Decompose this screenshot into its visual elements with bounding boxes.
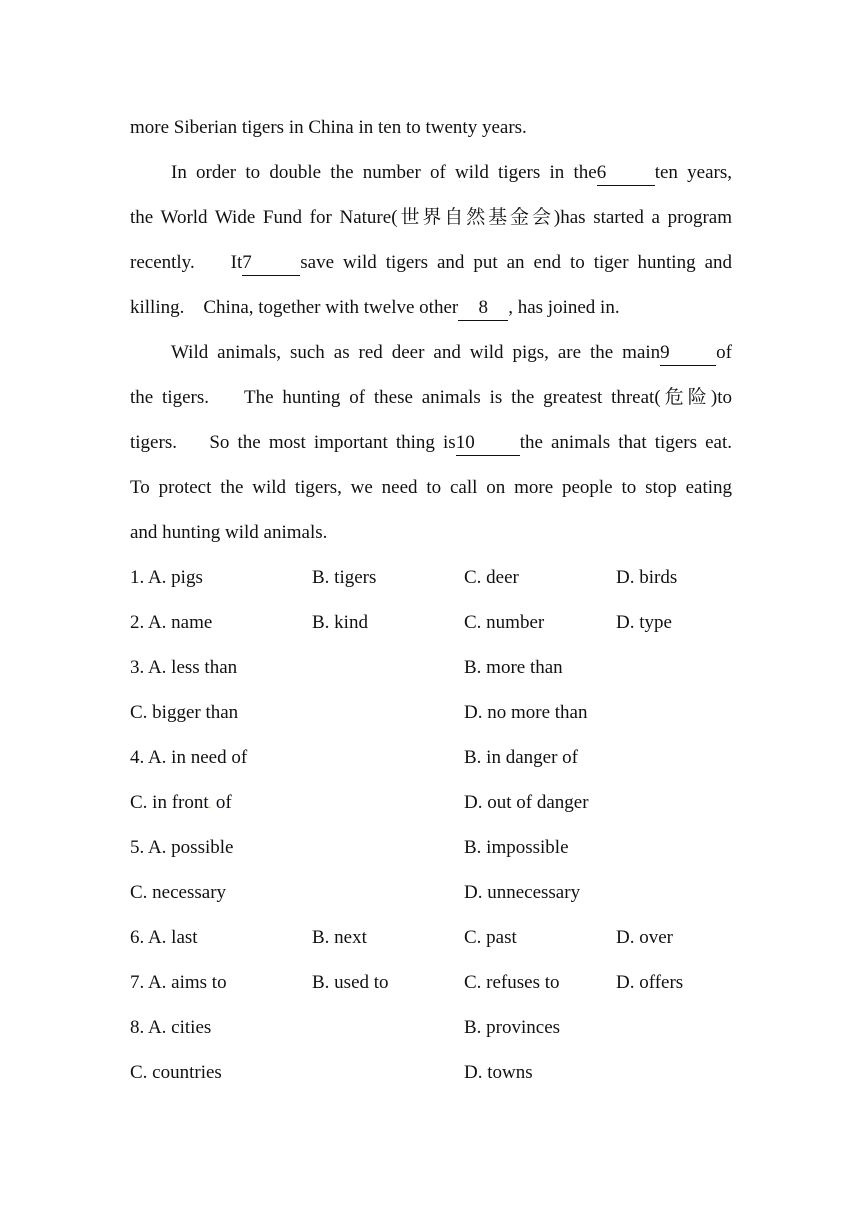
text: of <box>716 342 732 363</box>
option-6d: D. over <box>616 927 673 948</box>
option-8b: B. provinces <box>464 1017 561 1038</box>
blank-8: 8 <box>458 296 508 321</box>
option-4a: 4. A. in need of <box>130 747 248 768</box>
option-6a: 6. A. last <box>130 927 198 948</box>
passage-line-2 <box>171 159 732 187</box>
option-1c: C. deer <box>464 567 519 588</box>
text: killing. China, together with twelve other <box>130 297 459 318</box>
option-1d: D. birds <box>616 567 678 588</box>
option-2a: 2. A. name <box>130 612 213 633</box>
blank-10: 10 <box>456 431 520 456</box>
option-4d: D. out of danger <box>464 792 589 813</box>
blank-7: 7 <box>242 251 300 276</box>
text: ten years, <box>654 162 732 183</box>
passage-line-10: and hunting wild animals. <box>130 522 328 543</box>
option-3c: C. bigger than <box>130 702 239 723</box>
edit-mark: . <box>208 800 212 811</box>
option-2d: D. type <box>616 612 672 633</box>
option-7b: B. used to <box>312 972 389 993</box>
passage-line-9: To protect the wild tigers, we need to call on more people to stop eating <box>130 477 732 498</box>
option-3b: B. more than <box>464 657 563 678</box>
option-8a: 8. A. cities <box>130 1017 212 1038</box>
option-8c: C. countries <box>130 1062 222 1083</box>
option-7c: C. refuses to <box>464 972 560 993</box>
text: tigers. So the most important thing is <box>130 432 456 453</box>
option-3a: 3. A. less than <box>130 657 238 678</box>
passage-line-8 <box>130 429 732 457</box>
text: recently. It <box>130 252 243 273</box>
option-2c: C. number <box>464 612 545 633</box>
text: Wild animals, such as red deer and wild pigs, are the main <box>171 342 661 363</box>
text: In order to double the number of wild tigers in the <box>171 162 597 183</box>
passage-line-1: more Siberian tigers in China in ten to twenty years. <box>130 117 527 138</box>
option-6c: C. past <box>464 927 517 948</box>
option-2b: B. kind <box>312 612 368 633</box>
blank-9: 9 <box>660 341 716 366</box>
option-8d: D. towns <box>464 1062 533 1083</box>
option-4c-text-end: of <box>215 792 232 813</box>
option-5d: D. unnecessary <box>464 882 581 903</box>
passage-line-5 <box>130 294 732 322</box>
option-4b: B. in danger of <box>464 747 578 768</box>
passage-line-3: the World Wide Fund for Nature(世界自然基金会)has started a program <box>130 207 732 228</box>
option-4c-text: C. in front <box>130 792 209 813</box>
option-3d: D. no more than <box>464 702 588 723</box>
passage-line-7: the tigers. The hunting of these animals is the greatest threat(危险)to <box>130 387 732 408</box>
option-5a: 5. A. possible <box>130 837 234 858</box>
option-4c <box>130 789 232 817</box>
option-5b: B. impossible <box>464 837 569 858</box>
passage-line-4 <box>130 249 732 277</box>
blank-6: 6 <box>597 161 655 186</box>
passage-line-6 <box>171 339 732 367</box>
option-1b: B. tigers <box>312 567 377 588</box>
option-7d: D. offers <box>616 972 684 993</box>
text: the animals that tigers eat. <box>519 432 732 453</box>
text: , has joined in. <box>508 297 620 318</box>
text: save wild tigers and put an end to tiger hunting and <box>300 252 732 273</box>
option-6b: B. next <box>312 927 367 948</box>
option-1a: 1. A. pigs <box>130 567 203 588</box>
option-7a: 7. A. aims to <box>130 972 227 993</box>
option-5c: C. necessary <box>130 882 227 903</box>
